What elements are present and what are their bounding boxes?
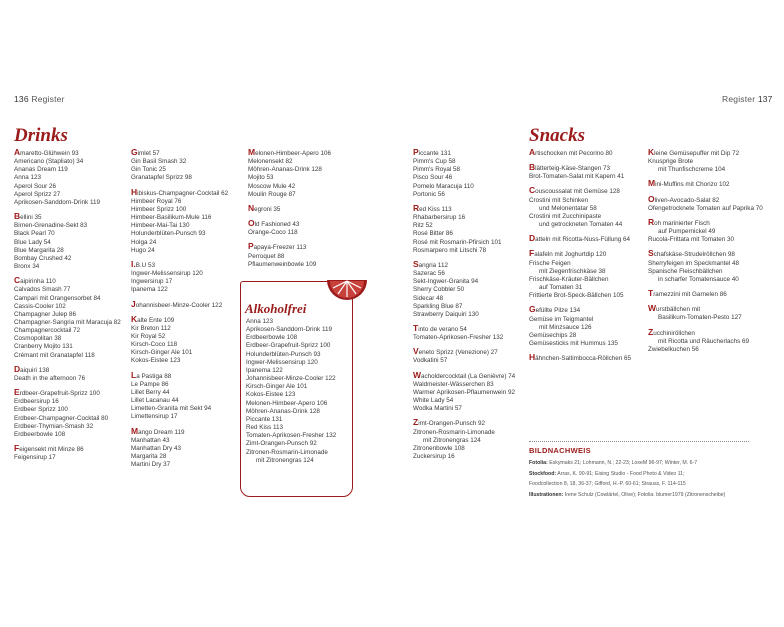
index-entry: in scharfer Tomatensauce 40 [658,275,739,283]
letter-group [14,444,121,462]
index-entry: Kalte Ente 109 [131,313,175,324]
index-entry: Cosmopolitan 38 [14,335,62,343]
letter-group [131,148,228,183]
index-entry: Blue Margarita 28 [14,246,64,254]
index-entry: Mango Dream 119 [131,425,185,436]
index-entry: Feigensirup 17 [14,454,56,462]
index-entry: Cranberry Mojito 131 [14,343,73,351]
letter-group [413,347,515,365]
index-entry: Erdbeer-Champagner-Cocktail 80 [14,414,109,422]
index-entry: Margarita 28 [131,453,167,460]
index-entry: Wacholdercocktail (La Genièvre) 74 [413,369,516,380]
snacks-column-2 [648,148,763,359]
letter-group [131,371,228,422]
index-entry: Rosmarpero mit Litschi 78 [413,246,487,254]
letter-group [14,148,121,207]
index-entry: Gimlet 57 [131,147,160,157]
index-entry: Sidecar 48 [413,294,444,302]
drinks-title: Drinks [14,125,68,146]
index-entry: Vodkatini 57 [413,357,448,365]
index-entry: Zitronen-Rosmarin-Limonade [246,448,328,456]
index-entry: Sherry Cobbler 50 [413,286,465,294]
index-entry: Ipanema 122 [131,286,168,294]
index-entry: Anna 123 [14,174,41,182]
index-entry: Aperol Sour 26 [14,182,57,190]
index-entry: und getrockneten Tomaten 44 [539,221,623,229]
credit-line: Stockfood: Arras, K. 90-91; Eising Studio - Food Photo & Video 11; [529,470,685,477]
index-entry: Mini-Muffins mit Chorizo 102 [648,178,730,189]
drinks-column-3 [248,148,331,274]
index-entry: Caipirinha 110 [14,275,56,286]
index-entry: Sekt-Ingwer-Granita 94 [413,278,479,286]
index-entry: Moulin Rouge 87 [248,190,296,198]
letter-group [413,418,515,461]
credit-line: Illustrationen: Irene Schulz (Cowlärtel, Olive); Fotolia: blumer1979 (Zitronenscheibe) [529,491,726,498]
index-entry: Strawberry Daiquiri 130 [413,310,479,318]
index-entry: Kleine Gemüsepuffer mit Dip 72 [648,147,740,157]
index-entry: Wodka Martini 57 [413,405,462,413]
index-entry: Anna 123 [246,318,273,325]
index-entry: Gemüse im Teigmantel [529,315,594,323]
index-entry: Amaretto-Glühwein 93 [14,147,79,157]
credit-line: Foodcollection 8, 18, 36-37; Gifford, H.-P. 60-61; Strauss, F. 114-115 [529,481,686,487]
index-entry: Perroquet 88 [248,252,285,260]
index-entry: Red Kiss 113 [246,424,283,432]
index-entry: Möhren-Ananas-Drink 128 [248,166,322,174]
index-entry: Aperol Sprizz 27 [14,190,61,198]
index-entry: Calvados Smash 77 [14,286,71,294]
index-entry: Himbeer-Basilikum-Mule 116 [131,214,212,222]
letter-group [248,219,331,237]
index-entry: Aprikosen-Sanddorn-Drink 119 [246,326,332,334]
letter-group [529,234,631,244]
index-entry: Rosé mit Rosmarin-Pfirsich 101 [413,238,502,246]
index-entry: Melonen-Himbeer-Apero 106 [246,399,328,407]
snacks-title: Snacks [529,125,585,146]
index-entry: Erdbeer-Grapefruit-Sprizz 100 [14,387,100,398]
index-entry: Erdbeerbowle 108 [14,430,66,438]
index-entry: Pomelo Maracuja 110 [413,182,474,190]
index-entry: Tomaten-Aprikosen-Fresher 132 [246,432,337,440]
letter-group [14,365,121,383]
index-entry: Crostini mit Schinken [529,196,589,204]
index-entry: Warmer Aprikosen-Pflaumenwein 92 [413,388,515,396]
index-entry: Le Pampe 86 [131,380,169,388]
drinks-column-2 [131,148,228,474]
index-entry: Kirsch-Coco 118 [131,341,178,349]
index-entry: Erdbeer Sprizz 100 [14,406,68,414]
letter-group [529,148,631,158]
index-entry: Papaya-Freezer 113 [248,241,307,252]
letter-group [413,371,515,414]
index-entry: Granatapfel Sprizz 98 [131,174,192,182]
letter-group [14,276,121,360]
letter-group [529,305,631,348]
index-entry: Kir Royal 52 [131,332,166,340]
index-entry: Johannisbeer-Minze-Cooler 122 [246,375,336,383]
letter-group [14,388,121,439]
index-entry: Oliven-Avocado-Salat 82 [648,193,720,204]
index-entry: Feigensekt mit Minze 86 [14,443,84,453]
letter-group [131,315,228,366]
index-entry: Couscoussalat mit Gemüse 128 [529,185,620,196]
index-entry: Basilikum-Tomaten-Pesto 127 [658,314,742,322]
index-entry: Death in the afternoon 76 [14,374,86,382]
index-entry: Pisco Sour 46 [413,174,453,182]
letter-group [413,204,515,255]
index-entry: Mojito 53 [248,174,274,182]
index-entry: Crémant mit Granatapfel 118 [14,351,95,359]
index-entry: Sherryfeigen im Speckmantel 48 [648,259,740,267]
index-entry: Veneto Sprizz (Venezione) 27 [413,346,498,357]
index-entry: Hugo 24 [131,246,155,254]
index-entry: mit Ricotta und Räucherlachs 69 [658,337,750,345]
letter-group [648,218,763,244]
index-entry: Kirsch-Ginger Ale 101 [246,383,308,391]
index-entry: Tinto de verano 54 [413,322,467,333]
index-entry: und Melonentatar 58 [539,204,597,212]
index-entry: Piccante 131 [413,147,451,157]
letter-group [131,188,228,255]
index-entry: Pflaumenweinbowle 109 [248,260,317,268]
index-entry: Hibiskus-Champagner-Cocktail 62 [131,186,229,197]
index-entry: Erdbeer-Grapefruit-Sprizz 100 [246,342,331,350]
index-entry: Pimm's Royal 58 [413,166,461,174]
index-entry: Kokos-Eistee 123 [246,391,296,399]
index-entry: Gefüllte Pilze 134 [529,304,581,315]
index-entry: Sparkling Blue 87 [413,302,463,310]
index-entry: auf Pumpernickel 49 [658,228,716,236]
index-entry: Manhattan Dry 43 [131,444,182,452]
index-entry: Champagnercocktail 72 [14,327,81,335]
index-entry: Kirsch-Ginger Ale 101 [131,349,193,357]
index-entry: Martini Dry 37 [131,461,171,469]
index-entry: Ipanema 122 [246,366,283,374]
right-page-header [722,94,773,104]
letter-group [648,289,763,299]
index-entry: Artischocken mit Pecorino 80 [529,147,613,157]
letter-group [529,353,631,363]
index-entry: Rucola-Frittata mit Tomaten 30 [648,236,734,244]
index-entry: Crostini mit Zucchinipaste [529,212,602,220]
index-entry: Erdbeer-Thymian-Smash 32 [14,422,94,430]
index-entry: mit Thunfischcreme 104 [658,166,726,174]
letter-group [131,260,228,295]
index-entry: Holunderblüten-Punsch 93 [131,230,206,238]
index-entry: Zitronenbowle 108 [413,444,465,452]
index-entry: Red Kiss 113 [413,202,452,213]
index-entry: Black Pearl 70 [14,230,55,238]
index-entry: Erdbeersirup 16 [14,398,59,406]
letter-group [131,427,228,470]
index-entry: mit Minzsauce 126 [539,323,592,331]
letter-group [529,163,631,181]
index-entry: Ingwersirup 17 [131,278,173,286]
letter-group [648,195,763,213]
index-entry: Americano (Stapliato) 34 [14,158,84,166]
letter-group [648,328,763,354]
index-entry: Melonen-Himbeer-Apero 106 [248,147,332,157]
index-entry: Frittierte Brot-Speck-Bällchen 105 [529,292,624,300]
index-entry: Piccante 131 [246,415,283,423]
index-entry: Zimt-Orangen-Punsch 92 [413,417,486,428]
index-entry: Möhren-Ananas-Drink 128 [246,407,320,415]
left-page-number: 136 [14,94,29,104]
index-entry: Ofengetrocknete Tomaten auf Paprika 70 [648,204,763,212]
index-entry: Pimm's Cup 58 [413,158,456,166]
index-entry: Old Fashioned 43 [248,218,300,229]
letter-group [648,304,763,322]
index-entry: mit Zitronengras 124 [256,456,314,464]
index-entry: Bellini 35 [14,211,42,222]
index-entry: Portonic 56 [413,190,445,198]
index-entry: Orange-Coco 118 [248,229,298,237]
index-entry: Kir Breton 112 [131,324,171,332]
index-entry: Knusprige Brote [648,158,694,166]
snacks-column-1 [529,148,631,368]
letter-group [131,300,228,310]
index-entry: Himbeer Royal 76 [131,197,182,205]
index-entry: Campari mit Orangensorbet 84 [14,294,101,302]
letter-group [248,148,331,199]
index-entry: Zuckersirup 16 [413,453,455,460]
index-entry: Zitronen-Rosmarin-Limonade [413,428,495,436]
credit-line: Fotolia: Eskymaks 21; Lohmann, N.; 22-23; LoxeM 96-97; Winter, M. 6-7 [529,460,698,466]
drinks-column-1 [14,148,121,467]
index-entry: Zucchiniröllchen [648,326,695,337]
index-entry: I.B.U 53 [131,258,155,269]
index-entry: Manhattan 43 [131,436,170,444]
letter-group [14,212,121,271]
right-page-label: Register [722,94,756,104]
index-entry: Champagner Julep 86 [14,310,76,318]
index-entry: Holga 24 [131,238,157,246]
left-page-label: Register [31,94,65,104]
index-entry: Sazerac 56 [413,270,445,278]
index-entry: Holunderblüten-Punsch 93 [246,350,321,358]
index-entry: Negroni 35 [248,202,281,213]
index-entry: Gemüsechips 28 [529,331,577,339]
index-entry: mit Zitronengras 124 [423,436,481,444]
citrus-slice-icon [325,274,369,304]
left-page-header [14,94,65,104]
index-entry: Limettensirup 17 [131,413,178,421]
bildnachweis-divider [529,441,749,442]
letter-group [648,249,763,284]
index-entry: Moscow Mule 42 [248,182,296,190]
index-entry: Bronx 34 [14,263,40,271]
index-entry: Blätterteig-Käse-Stangen 73 [529,162,611,173]
index-entry: Aprikosen-Sanddorn-Drink 119 [14,198,100,206]
index-entry: Birnen-Grenadine-Sekt 83 [14,222,88,230]
letter-group [248,204,331,214]
letter-group [529,186,631,229]
index-entry: Datteln mit Ricotta-Nuss-Füllung 64 [529,233,630,244]
index-entry: Brot-Tomaten-Salat mit Kapern 41 [529,173,625,181]
index-entry: Tramezzini mit Garnelen 86 [648,288,727,299]
index-entry: Ritz 52 [413,222,433,230]
index-entry: Erdbeerbowle 108 [246,334,298,342]
index-entry: Himbeer Sprizz 100 [131,205,187,213]
index-entry: Cassis-Cooler 102 [14,302,66,310]
letter-group [413,260,515,319]
index-entry: Frischkäse-Kräuter-Bällchen [529,275,609,283]
index-entry: Johannisbeer-Minze-Cooler 122 [131,298,223,309]
letter-group [648,148,763,174]
index-entry: Frische Feigen [529,259,571,267]
index-entry: Lillet Berry 44 [131,388,170,396]
index-entry: Zimt-Orangen-Punsch 92 [246,440,317,448]
index-entry: Hähnchen-Saltimbocca-Röllchen 65 [529,352,632,363]
index-entry: Champagner-Sangria mit Maracuja 82 [14,318,121,326]
index-entry: Kokos-Eistee 123 [131,357,181,365]
index-entry: Rhabarbersirup 16 [413,214,466,222]
index-entry: auf Tomaten 31 [539,284,583,292]
index-entry: Rosé Bitter 86 [413,230,453,238]
index-entry: Bombay Crushed 42 [14,254,72,262]
index-entry: Falafeln mit Joghurtdip 120 [529,248,607,259]
bildnachweis-title: BILDNACHWEIS [529,446,591,455]
index-entry: Ananas Dream 119 [14,166,68,174]
index-entry: Schafskäse-Strudelröllchen 98 [648,248,735,259]
index-entry: Ingwer-Melissensirup 120 [131,270,203,278]
index-entry: Waldmeister-Wässerchen 83 [413,380,494,388]
alkoholfrei-list [246,318,336,465]
index-entry: White Lady 54 [413,397,454,405]
index-entry: mit Ziegenfrischkäse 38 [539,267,606,275]
index-entry: Gin Basil Smash 32 [131,158,187,166]
letter-group [648,179,763,189]
letter-group [413,148,515,199]
index-entry: Roh marinierter Fisch [648,216,710,227]
index-entry: Sangria 112 [413,258,448,269]
index-entry: Himbeer-Mai-Tai 130 [131,222,190,230]
right-page-number: 137 [757,94,773,104]
bildnachweis-section [529,441,749,500]
index-entry: Tomaten-Aprikosen-Fresher 132 [413,334,504,342]
index-entry: Limetten-Granita mit Sekt 94 [131,405,212,413]
index-entry: Daiquiri 138 [14,363,50,374]
index-entry: Ingwer-Melissensirup 120 [246,358,318,366]
index-entry: Blue Lady 54 [14,238,51,246]
index-entry: Lillet Lacanau 44 [131,397,179,405]
letter-group [529,249,631,300]
alkoholfrei-title: Alkoholfrei [245,301,307,316]
index-entry: La Pastiga 88 [131,369,172,380]
letter-group [413,324,515,342]
index-entry: Spanische Fleischbällchen [648,267,723,275]
index-entry: Zwiebelkuchen 56 [648,345,699,353]
letter-group [248,242,331,268]
index-entry: Gin Tonic 25 [131,166,166,174]
index-entry: Melonensekt 82 [248,158,293,166]
drinks-column-4 [413,148,515,466]
index-entry: Wurstbällchen mit [648,303,701,314]
index-entry: Gemüsesticks mit Hummus 135 [529,339,618,347]
